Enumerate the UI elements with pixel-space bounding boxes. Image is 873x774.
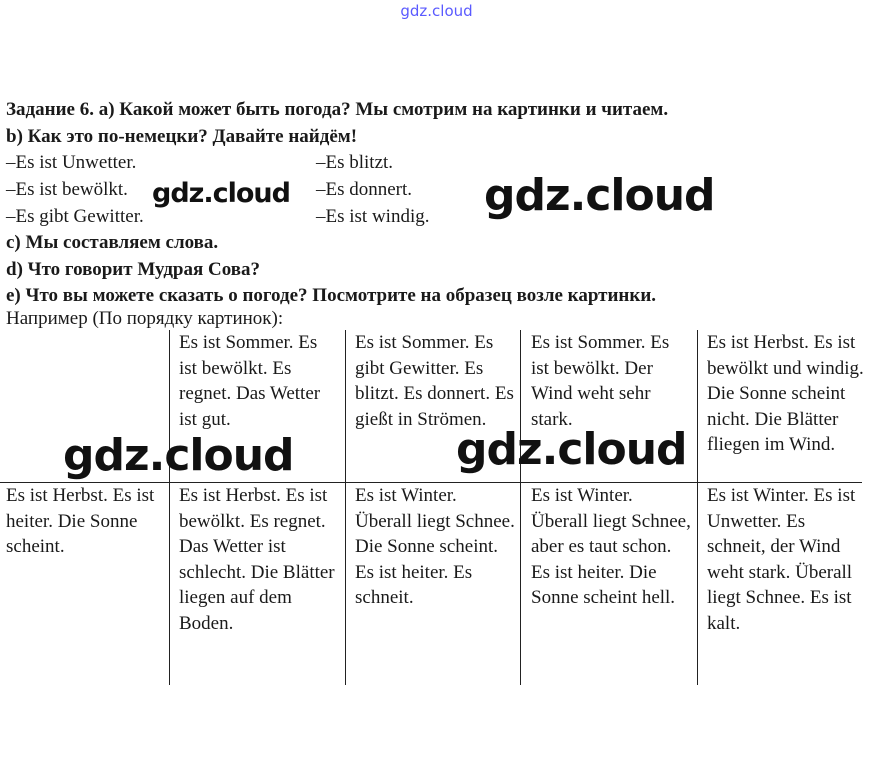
watermark-3: gdz.cloud <box>63 430 294 481</box>
task-part-b: b) Как это по-немецки? Давайте найдём! <box>6 126 358 147</box>
task-part-c: c) Мы составляем слова. <box>6 232 219 253</box>
watermark-2: gdz.cloud <box>484 170 715 221</box>
table-divider-2 <box>345 330 346 685</box>
table-divider-4 <box>697 330 698 685</box>
phrase-left-1: –Es ist Unwetter. <box>6 152 137 173</box>
site-header-label[interactable]: gdz.cloud <box>400 2 473 20</box>
example-label: Например (По порядку картинок): <box>6 308 284 329</box>
task-heading: Задание 6. а) Какой может быть погода? Мы смотрим на картинки и читаем. <box>6 99 669 120</box>
table-cell-r2-c4: Es ist Winter. Überall liegt Schnee, aber es taut schon. Es ist heiter. Die Sonne scheint hell. <box>531 485 691 608</box>
table-cell-r1-c2: Es ist Sommer. Es ist bewölkt. Es regnet. Das Wetter ist gut. <box>179 332 321 430</box>
watermark-1: gdz.cloud <box>152 178 290 209</box>
task-part-d: d) Что говорит Мудрая Сова? <box>6 259 261 280</box>
phrase-right-1: –Es blitzt. <box>316 152 394 173</box>
table-cell-r2-c3: Es ist Winter. Überall liegt Schnee. Die Sonne scheint. Es ist heiter. Es schneit. <box>355 485 515 608</box>
phrase-left-2: –Es ist bewölkt. <box>6 179 128 200</box>
table-divider-3 <box>520 330 521 685</box>
table-cell-r2-c5: Es ist Winter. Es ist Unwetter. Es schneit, der Wind weht stark. Überall liegt Schnee. Es ist kalt. <box>707 485 856 634</box>
table-cell-r1-c5: Es ist Herbst. Es ist bewölkt und windig. Die Sonne scheint nicht. Die Blätter fliegen im Wind. <box>707 332 864 455</box>
phrase-left-3: –Es gibt Gewitter. <box>6 206 144 227</box>
table-divider-1 <box>169 330 170 685</box>
watermark-4: gdz.cloud <box>456 424 687 475</box>
phrase-right-2: –Es donnert. <box>316 179 413 200</box>
table-cell-r2-c2: Es ist Herbst. Es ist bewölkt. Es regnet. Das Wetter ist schlecht. Die Blätter liegen auf dem Boden. <box>179 485 335 634</box>
table-cell-r2-c1: Es ist Herbst. Es ist heiter. Die Sonne scheint. <box>6 485 155 557</box>
task-part-e: e) Что вы можете сказать о погоде? Посмотрите на образец возле картинки. <box>6 285 657 306</box>
phrase-right-3: –Es ist windig. <box>316 206 430 227</box>
table-cell-r1-c4: Es ist Sommer. Es ist bewölkt. Der Wind weht sehr stark. <box>531 332 670 430</box>
table-cell-r1-c3: Es ist Sommer. Es gibt Gewitter. Es blitzt. Es donnert. Es gießt in Strömen. <box>355 332 514 430</box>
